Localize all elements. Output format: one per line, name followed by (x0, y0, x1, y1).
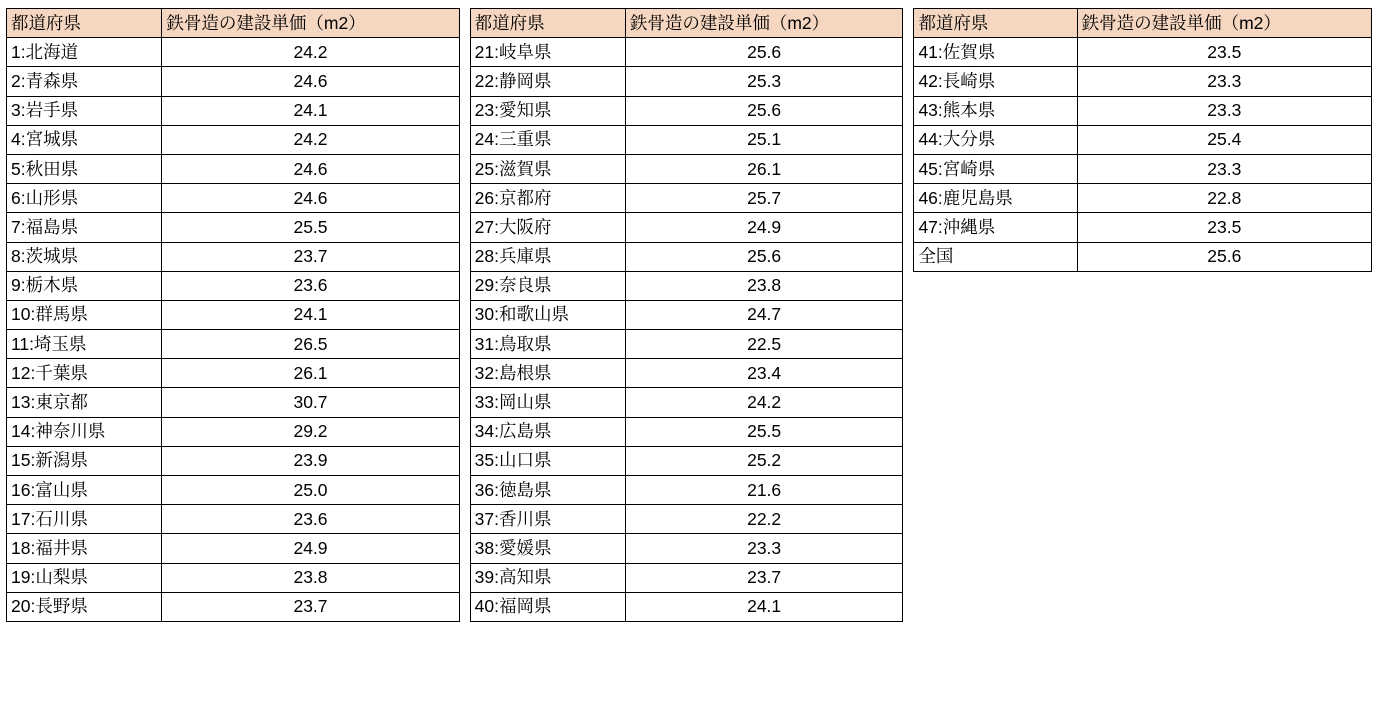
table-row (7, 125, 460, 154)
table-row (7, 213, 460, 242)
table-row (7, 388, 460, 417)
table-row (470, 563, 903, 592)
cell-prefecture: 38:愛媛県 (470, 534, 625, 563)
cell-prefecture: 13:東京都 (7, 388, 162, 417)
cell-prefecture: 4:宮城県 (7, 125, 162, 154)
table-row (470, 96, 903, 125)
cell-unit-price: 24.6 (162, 67, 459, 96)
table-row (7, 476, 460, 505)
table-row (470, 300, 903, 329)
cell-prefecture: 7:福島県 (7, 213, 162, 242)
cell-unit-price: 23.3 (1077, 154, 1371, 183)
cell-unit-price: 23.3 (1077, 67, 1371, 96)
table-header-row (914, 9, 1372, 38)
cell-unit-price: 25.6 (625, 242, 903, 271)
cell-prefecture: 33:岡山県 (470, 388, 625, 417)
table-row (470, 446, 903, 475)
cell-prefecture: 12:千葉県 (7, 359, 162, 388)
table-row (7, 417, 460, 446)
table-row (7, 271, 460, 300)
cell-unit-price: 25.2 (625, 446, 903, 475)
table-row (7, 242, 460, 271)
table-row (470, 125, 903, 154)
cell-prefecture: 30:和歌山県 (470, 300, 625, 329)
cell-prefecture: 1:北海道 (7, 38, 162, 67)
cell-unit-price: 23.7 (625, 563, 903, 592)
cell-prefecture: 19:山梨県 (7, 563, 162, 592)
table-row (470, 330, 903, 359)
cell-unit-price: 24.9 (162, 534, 459, 563)
cell-unit-price: 23.8 (162, 563, 459, 592)
column-header-unit-price: 鉄骨造の建設単価（m2） (162, 9, 459, 38)
cell-prefecture: 25:滋賀県 (470, 154, 625, 183)
table-row (470, 213, 903, 242)
cell-prefecture: 40:福岡県 (470, 592, 625, 621)
column-header-unit-price: 鉄骨造の建設単価（m2） (1077, 9, 1371, 38)
table-row (914, 96, 1372, 125)
cell-prefecture: 14:神奈川県 (7, 417, 162, 446)
table-row (7, 330, 460, 359)
cell-prefecture: 6:山形県 (7, 184, 162, 213)
cell-unit-price: 25.3 (625, 67, 903, 96)
cell-prefecture: 47:沖縄県 (914, 213, 1077, 242)
cell-unit-price: 25.1 (625, 125, 903, 154)
cell-unit-price: 23.3 (1077, 96, 1371, 125)
cell-unit-price: 21.6 (625, 476, 903, 505)
cell-prefecture: 43:熊本県 (914, 96, 1077, 125)
table-row (7, 300, 460, 329)
cell-unit-price: 24.1 (162, 300, 459, 329)
cell-unit-price: 22.5 (625, 330, 903, 359)
price-table-block-1 (6, 8, 460, 622)
cell-unit-price: 23.6 (162, 271, 459, 300)
cell-prefecture: 44:大分県 (914, 125, 1077, 154)
table-row (470, 184, 903, 213)
cell-unit-price: 26.1 (162, 359, 459, 388)
cell-prefecture: 45:宮崎県 (914, 154, 1077, 183)
cell-unit-price: 25.4 (1077, 125, 1371, 154)
cell-prefecture: 39:高知県 (470, 563, 625, 592)
column-header-prefecture: 都道府県 (7, 9, 162, 38)
cell-prefecture: 15:新潟県 (7, 446, 162, 475)
cell-unit-price: 25.5 (625, 417, 903, 446)
cell-unit-price: 22.8 (1077, 184, 1371, 213)
table-row (7, 96, 460, 125)
price-table-block-2 (470, 8, 904, 622)
cell-prefecture: 11:埼玉県 (7, 330, 162, 359)
cell-prefecture: 46:鹿児島県 (914, 184, 1077, 213)
cell-unit-price: 23.9 (162, 446, 459, 475)
cell-prefecture: 24:三重県 (470, 125, 625, 154)
table-row (914, 213, 1372, 242)
table-row (470, 534, 903, 563)
table-row (470, 388, 903, 417)
table-row (7, 67, 460, 96)
cell-unit-price: 26.5 (162, 330, 459, 359)
cell-prefecture: 3:岩手県 (7, 96, 162, 125)
cell-prefecture: 29:奈良県 (470, 271, 625, 300)
cell-prefecture: 26:京都府 (470, 184, 625, 213)
cell-unit-price: 23.7 (162, 242, 459, 271)
cell-unit-price: 25.7 (625, 184, 903, 213)
cell-unit-price: 24.1 (625, 592, 903, 621)
table-row (7, 154, 460, 183)
cell-unit-price: 23.5 (1077, 38, 1371, 67)
cell-prefecture: 31:鳥取県 (470, 330, 625, 359)
table-row (470, 242, 903, 271)
price-table-block-3 (913, 8, 1372, 272)
table-row (7, 446, 460, 475)
table-row (7, 184, 460, 213)
cell-prefecture: 28:兵庫県 (470, 242, 625, 271)
cell-prefecture: 32:島根県 (470, 359, 625, 388)
cell-prefecture: 10:群馬県 (7, 300, 162, 329)
table-row (7, 534, 460, 563)
cell-prefecture: 8:茨城県 (7, 242, 162, 271)
table-row (470, 359, 903, 388)
cell-unit-price: 22.2 (625, 505, 903, 534)
table-row (470, 271, 903, 300)
cell-prefecture: 23:愛知県 (470, 96, 625, 125)
cell-prefecture: 41:佐賀県 (914, 38, 1077, 67)
table-row (470, 38, 903, 67)
cell-unit-price: 24.6 (162, 184, 459, 213)
table-row (470, 154, 903, 183)
table-row (7, 38, 460, 67)
cell-prefecture: 34:広島県 (470, 417, 625, 446)
cell-prefecture: 37:香川県 (470, 505, 625, 534)
table-row (470, 505, 903, 534)
column-header-prefecture: 都道府県 (914, 9, 1077, 38)
cell-unit-price: 25.6 (625, 38, 903, 67)
cell-prefecture: 9:栃木県 (7, 271, 162, 300)
table-row (470, 417, 903, 446)
cell-unit-price: 24.2 (162, 125, 459, 154)
cell-unit-price: 25.0 (162, 476, 459, 505)
table-row (914, 184, 1372, 213)
table-row (914, 154, 1372, 183)
cell-prefecture: 5:秋田県 (7, 154, 162, 183)
cell-unit-price: 23.4 (625, 359, 903, 388)
cell-prefecture: 35:山口県 (470, 446, 625, 475)
table-row (7, 592, 460, 621)
cell-prefecture-total: 全国 (914, 242, 1077, 271)
table-row (7, 563, 460, 592)
table-column-group (6, 8, 1372, 622)
table-row (914, 67, 1372, 96)
table-row (470, 67, 903, 96)
table-row (7, 359, 460, 388)
cell-unit-price: 29.2 (162, 417, 459, 446)
table-row (470, 592, 903, 621)
cell-prefecture: 2:青森県 (7, 67, 162, 96)
cell-unit-price: 24.7 (625, 300, 903, 329)
cell-unit-price: 23.7 (162, 592, 459, 621)
cell-unit-price: 23.8 (625, 271, 903, 300)
cell-unit-price: 30.7 (162, 388, 459, 417)
table-row-total (914, 242, 1372, 271)
cell-unit-price: 23.5 (1077, 213, 1371, 242)
cell-prefecture: 22:静岡県 (470, 67, 625, 96)
table-row (914, 125, 1372, 154)
cell-unit-price: 25.6 (625, 96, 903, 125)
cell-unit-price: 24.2 (162, 38, 459, 67)
table-header-row (7, 9, 460, 38)
cell-prefecture: 42:長崎県 (914, 67, 1077, 96)
table-header-row (470, 9, 903, 38)
cell-prefecture: 20:長野県 (7, 592, 162, 621)
column-header-prefecture: 都道府県 (470, 9, 625, 38)
cell-unit-price: 24.6 (162, 154, 459, 183)
table-row (7, 505, 460, 534)
cell-prefecture: 36:徳島県 (470, 476, 625, 505)
cell-unit-price: 23.3 (625, 534, 903, 563)
table-row (914, 38, 1372, 67)
table-row (470, 476, 903, 505)
cell-prefecture: 27:大阪府 (470, 213, 625, 242)
cell-unit-price: 24.9 (625, 213, 903, 242)
cell-unit-price: 25.5 (162, 213, 459, 242)
cell-unit-price: 23.6 (162, 505, 459, 534)
cell-prefecture: 21:岐阜県 (470, 38, 625, 67)
cell-unit-price: 26.1 (625, 154, 903, 183)
cell-prefecture: 16:富山県 (7, 476, 162, 505)
cell-unit-price: 24.2 (625, 388, 903, 417)
cell-prefecture: 18:福井県 (7, 534, 162, 563)
column-header-unit-price: 鉄骨造の建設単価（m2） (625, 9, 903, 38)
cell-prefecture: 17:石川県 (7, 505, 162, 534)
cell-unit-price-total: 25.6 (1077, 242, 1371, 271)
cell-unit-price: 24.1 (162, 96, 459, 125)
